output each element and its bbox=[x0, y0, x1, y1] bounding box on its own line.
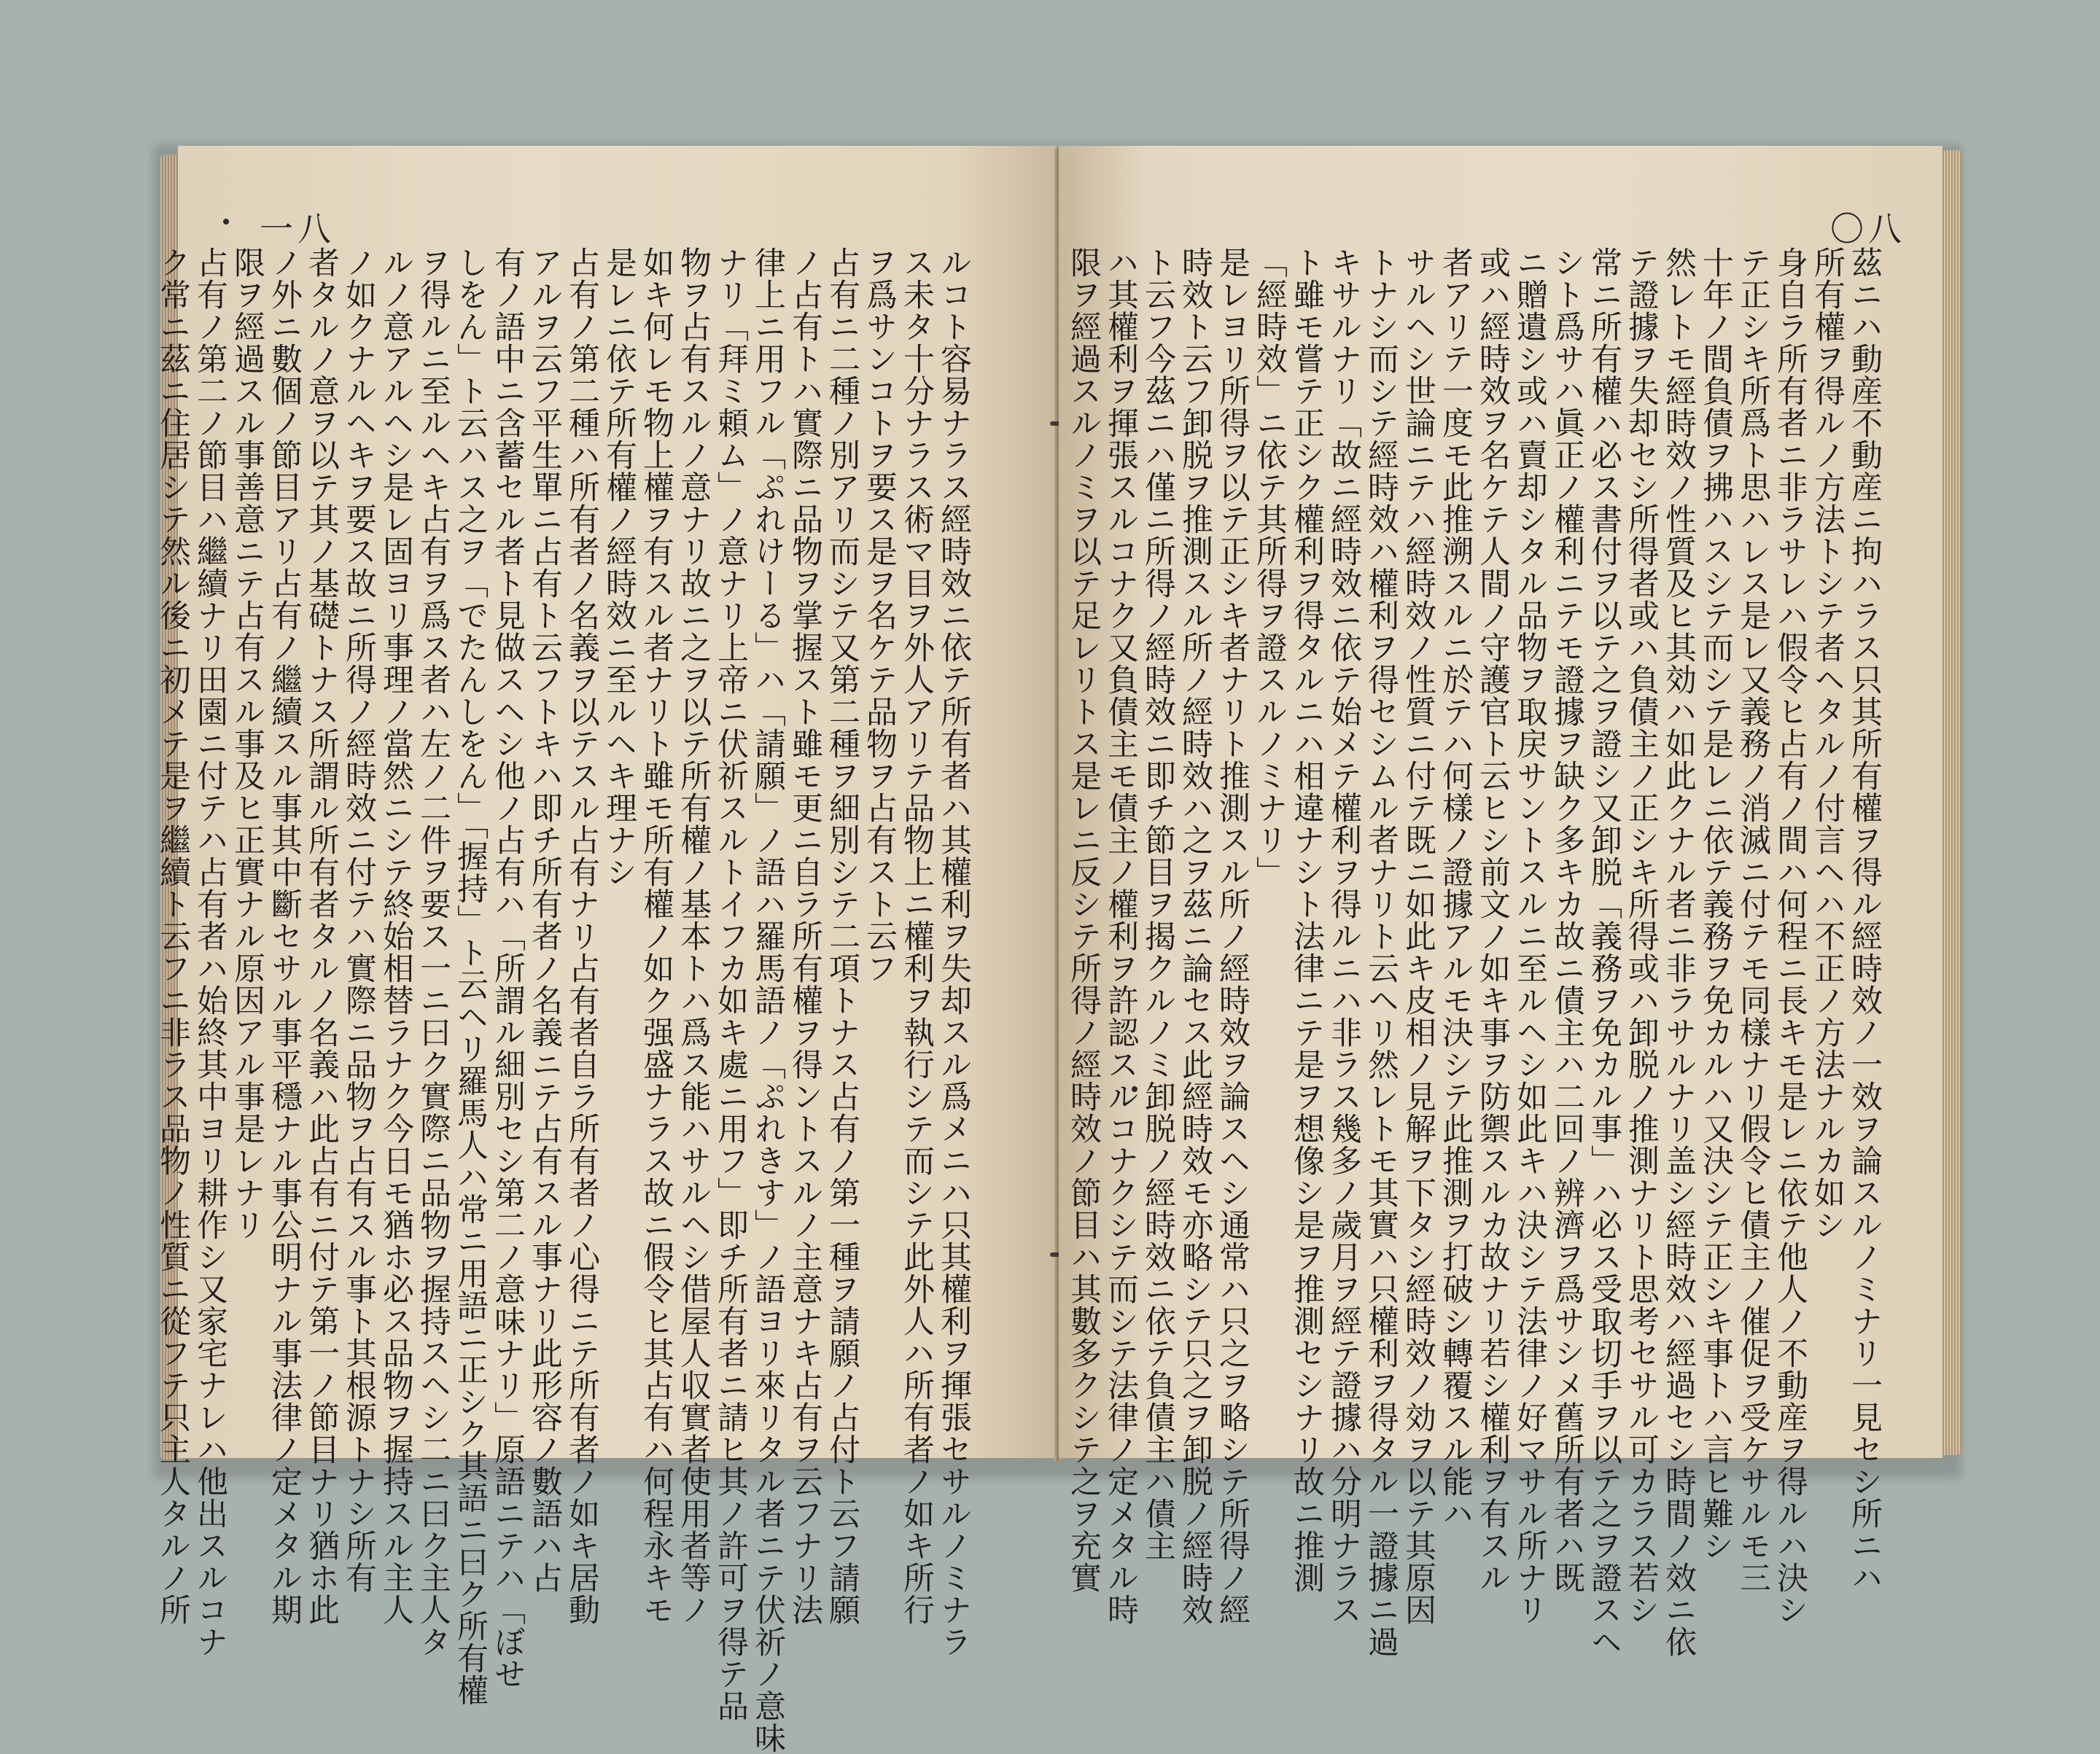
left-page bbox=[155, 146, 1057, 1754]
text-column: ヲ爲サンコトヲ要ス是ヲ名ケテ品物ヲ占有スト云フ bbox=[861, 246, 898, 984]
text-column: ノ如クナルヘキヲ要ス故ニ所得ノ經時效ニ付テハ實際ニ品物ヲ占有スル事ト其根源トナシ所有 bbox=[341, 246, 377, 1594]
text-column: テ正シキ所爲ト思ハレス是レ又義務ノ消滅ニ付テモ同樣ナリ假令ヒ債主ノ催促ヲ受ケサルモ三 bbox=[1735, 246, 1771, 1594]
text-column: 物ヲ占有スルノ意ナリ故ニ之ヲ以テ所有權ノ基本トハ爲ス能ハサルヘシ借屋人収實者使用者等ノ bbox=[675, 246, 712, 1626]
text-column: 限ヲ經過スルノミヲ以テ足レリトス是レニ反シテ所得ノ經時效ノ節目ハ其數多クシテ之ヲ充實 bbox=[1065, 246, 1102, 1594]
text-column: ニ贈遺シ或ハ賣却シタル品物ヲ取戻サントスルニ至ルヘシ如此キハ決シテ法律ノ好マサル所ナリ bbox=[1512, 246, 1548, 1626]
text-column: 如キ何レモ物上權ヲ有スル者ナリト雖モ所有權ノ如ク强盛ナラス故ニ假令ヒ其占有ハ何程永キモ bbox=[638, 246, 674, 1626]
text-column: キサルナリ「故ニ經時效ニ依テ始メテ權利ヲ得ルニハ非ラス幾多ノ歲月ヲ經テ證據ハ分明ナラス bbox=[1326, 246, 1362, 1626]
page-number-right: 〇八 bbox=[1830, 209, 1906, 249]
right-page bbox=[1059, 146, 1942, 1658]
text-column: 律上ニ用フル「ぷれけーる」ハ「請願」ノ語ハ羅馬語ノ「ぷれきす」ノ語ヨリ來リタル者ニテ伏祈ノ意味 bbox=[750, 246, 786, 1754]
text-column: ヲ得ルニ至ルヘキ占有ヲ爲ス者ハ左ノ二件ヲ要ス一ニ曰ク實際ニ品物ヲ握持スヘシ二ニ曰ク主人タ bbox=[415, 246, 451, 1658]
text-column: ノ占有トハ實際ニ品物ヲ掌握スト雖モ更ニ自ラ所有權ヲ得ントスルノ主意ナキ占有ヲ云フナリ法 bbox=[787, 246, 823, 1626]
text-column: トナシ而シテ經時效ハ權利ヲ得セシムル者ナリト云ヘリ然レトモ其實ハ只權利ヲ得タル一證據ニ過 bbox=[1363, 246, 1399, 1658]
text-column: 占有ニ二種ノ別アリ而シテ又第二種ヲ細別シテ二項トナス占有ノ第一種ヲ請願ノ占付ト云フ請願 bbox=[824, 246, 860, 1626]
text-column: 茲ニハ動産不動産ニ拘ハラス只其所有權ヲ得ル經時效ノ一效ヲ論スルノミナリ一見セシ所ニハ bbox=[1846, 246, 1883, 1594]
text-column: 所有權ヲ得ルノ方法トシテ者ヘタルノ付言ヘハ不正ノ方法ナルカ如シ bbox=[1809, 246, 1846, 1241]
text-column: 時效ト云フ卸脱ヲ推測スル所ノ經時效ハ之ヲ茲ニ論セス此經時效モ亦略シテ只之ヲ卸脱ノ經時效 bbox=[1177, 246, 1213, 1626]
open-book bbox=[155, 139, 1961, 1754]
text-column: ト云フ今茲ニハ僅ニ所得ノ經時效ニ即チ節目ヲ揭クルノミ卸脱ノ經時效ニ依テ負債主ハ債主 bbox=[1140, 246, 1176, 1562]
text-column: 身自ラ所有者ニ非ラサレハ假令ヒ占有ノ間ハ何程ニ長キモ是レニ依テ他人ノ不動産ヲ得ルハ決シ bbox=[1772, 246, 1808, 1626]
text-column: 限ヲ經過スル事善意ニテ占有スル事及ヒ正實ナル原因アル事是レナリ bbox=[229, 246, 265, 1241]
page-number-left: 一八 bbox=[260, 209, 335, 249]
text-column: 是レニ依テ所有權ノ經時效ニ至ルヘキ理ナシ bbox=[601, 246, 637, 888]
text-column: 占有ノ第二種ハ所有者ノ名義ヲ以テスル占有ナリ占有者自ラ所有者ノ心得ニテ所有者ノ如キ居動 bbox=[564, 246, 600, 1626]
text-column: 然レトモ經時效ノ性質及ヒ其効ハ如此クナル者ニ非ラサルナリ盖シ經時效ハ經過セシ時間ノ效ニ依 bbox=[1660, 246, 1697, 1658]
text-column: 或ハ經時效ヲ名ケテ人間ノ守護官ト云ヒシ前文ノ如キ事ヲ防禦スルカ故ナリ若シ權利ヲ有スル bbox=[1474, 246, 1511, 1594]
right-page-text bbox=[1065, 246, 1883, 1658]
text-column: 者アリテ一度モ此推溯スルニ於テハ何樣ノ證據アルモ決シテ此推測ヲ打破シ轉覆スル能ハ bbox=[1437, 246, 1474, 1529]
text-column: 是レヨリ所得ヲ以テ正シキ者ナリト推測スル所ノ經時效ヲ論スヘシ通常ハ只之ヲ略シテ所得ノ經 bbox=[1214, 246, 1251, 1626]
text-column: 十年ノ間負債ヲ拂ハスシテ而シテ是レニ依テ義務ヲ免カルハ又決シテ正シキ事トハ言ヒ難シ bbox=[1698, 246, 1734, 1562]
text-column: 常ニ所有權ハ必ス書付ヲ以テ之ヲ證シ又卸脱「義務ヲ免カル事」ハ必ス受取切手ヲ以テ之ヲ證スヘ bbox=[1586, 246, 1622, 1658]
left-page-text bbox=[155, 246, 972, 1754]
text-column: サルヘシ世論ニテハ經時效ノ性質ニ付テ既ニ如此キ皮相ノ見解ヲ下タシ經時效ノ効ヲ以テ其原因 bbox=[1400, 246, 1436, 1626]
text-column: 「經時效」ニ依テ其所得ヲ證スルノミナリ」 bbox=[1251, 246, 1288, 888]
ink-dot bbox=[223, 219, 229, 225]
text-column: ルノ意アルヘシ是レ固ヨリ事理ノ當然ニシテ終始相替ラナク今日モ猶ホ必ス品物ヲ握持スル主人 bbox=[378, 246, 414, 1626]
text-column: 者タルノ意ヲ以テ其ノ基礎トナス所謂ル所有者タルノ名義ハ此占有ニ付テ第一ノ節目ナリ猶ホ此 bbox=[303, 246, 340, 1626]
text-column: しをん」ト云ハス之ヲ「でたんしをん」「握持」ト云ヘリ羅馬人ハ常ニ用語ニ正シク其語ニ曰ク所有權 bbox=[452, 246, 489, 1707]
text-column: 有ノ語中ニ含蓄セル者ト見做スヘシ他ノ占有ハ「所謂ル細別セシ第二ノ意味ナリ」原語ニテハ「ぼせ bbox=[489, 246, 526, 1690]
text-column: アルヲ云フ平生單ニ占有ト云フトキハ即チ所有者ノ名義ニテ占有スル事ナリ此形容ノ數語ハ占 bbox=[526, 246, 563, 1594]
text-column: 占有ノ第二ノ節目ハ繼續ナリ田園ニ付テハ占有者ハ始終其中ヨリ耕作シ又家宅ナレハ他出スルコナ bbox=[192, 246, 228, 1658]
text-column: ナリ「拜ミ頼ム」ノ意ナリ上帝ニ伏祈スルトイフカ如キ處ニ用フ」即チ所有者ニ請ヒ其ノ許可ヲ得テ品 bbox=[712, 246, 749, 1722]
text-column: ク常ニ茲ニ住居シテ然ル後ニ初メテ是ヲ繼續ト云フニ非ラス品物ノ性質ニ從フテ只主人タルノ所 bbox=[155, 246, 191, 1626]
text-column: ス未タ十分ナラス術マ目ヲ外人アリテ品物上ニ權利ヲ執行シテ而シテ此外人ハ所有者ノ如キ所行 bbox=[898, 246, 935, 1626]
text-column: ト雖モ嘗テ正シク權利ヲ得タルニハ相違ナシト法律ニテ是ヲ想像シ是ヲ推測セシナリ故ニ推測 bbox=[1288, 246, 1325, 1594]
text-column: ハ其權利ヲ揮張スルコナク又負債主モ債主ノ權利ヲ許認スルコナクシテ而シテ法律ノ定メタル時 bbox=[1102, 246, 1139, 1626]
text-column: ルコト容易ナラス經時效ニ依テ所有者ハ其權利ヲ失却スル爲メニハ只其權利ヲ揮張セサルノミナラ bbox=[936, 246, 972, 1658]
text-column: テ證據ヲ失却セシ所得者或ハ負債主ノ正シキ所得或ハ卸脱ノ推測ナリト思考セサル可カラス若シ bbox=[1623, 246, 1660, 1626]
text-column: ノ外ニ數個ノ節目アリ占有ノ繼續スル事其中斷セサル事平穩ナル事公明ナル事法律ノ定メタル期 bbox=[266, 246, 303, 1626]
text-column: シト爲サハ眞正ノ權利ニテモ證據ヲ缺ク多キカ故ニ債主ハ二回ノ辨濟ヲ爲サシメ舊所有者ハ既 bbox=[1549, 246, 1585, 1594]
